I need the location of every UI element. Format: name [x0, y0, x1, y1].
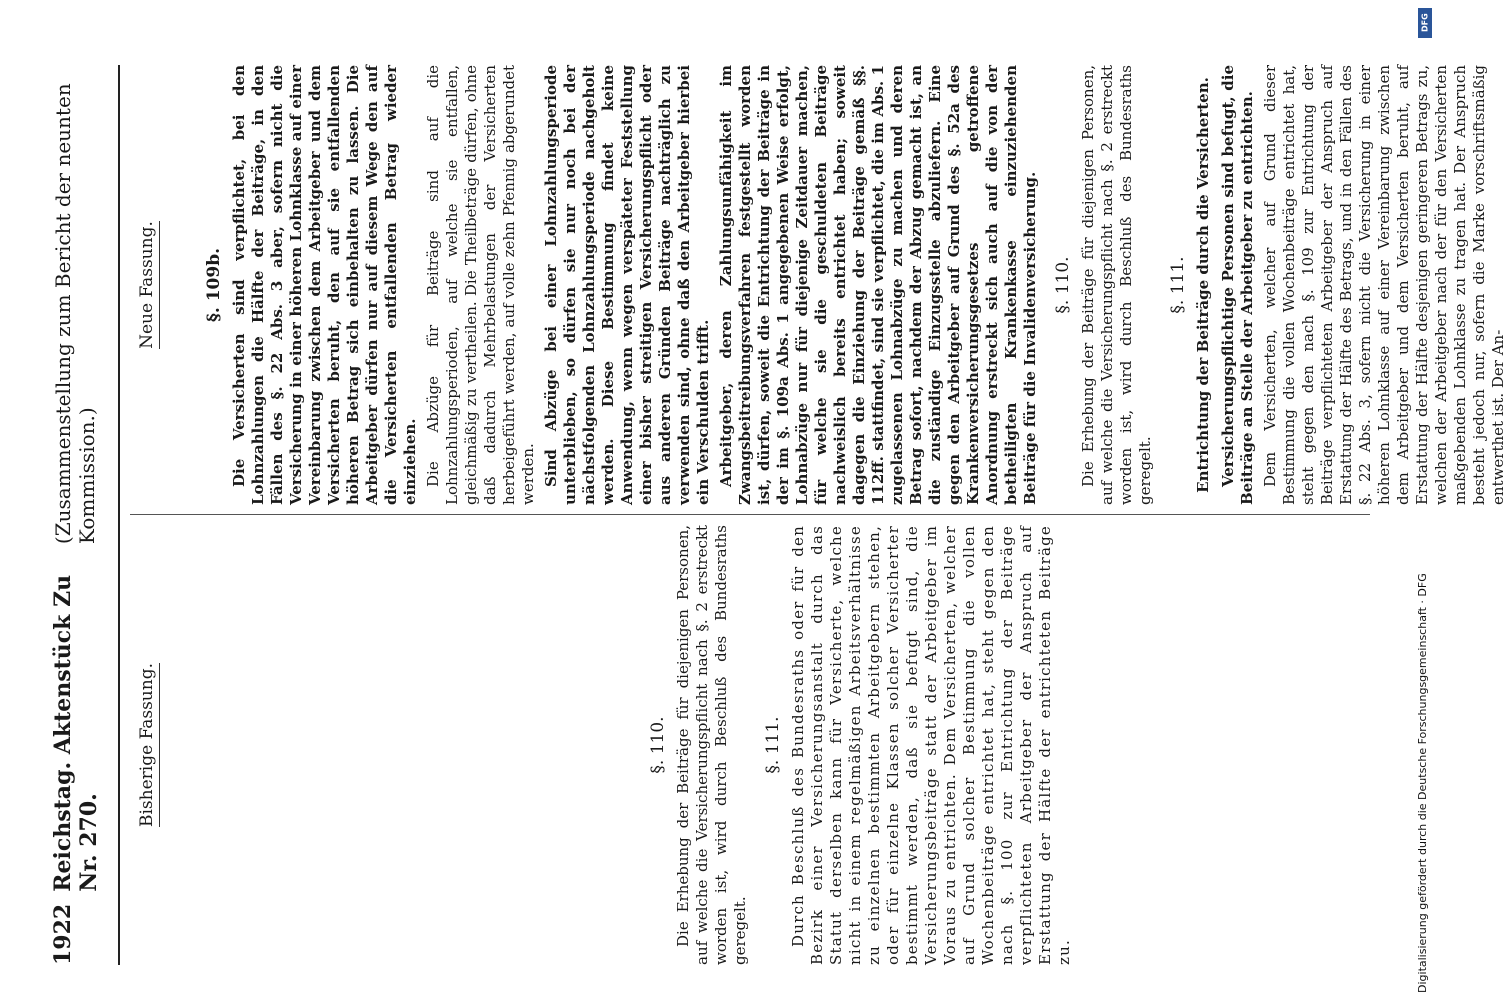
section-title: §. 111. — [1168, 256, 1188, 314]
column-previous-version — [130, 525, 1078, 965]
section-title: §. 111. — [763, 716, 783, 774]
column-heading-new: Neue Fassung. — [137, 221, 160, 349]
section-title: §. 110. — [1053, 256, 1073, 314]
section-title: §. 110. — [648, 716, 668, 774]
digitization-note-text: Digitalisierung gefördert durch die Deutsche Forschungsgemeinschaft · DFG — [1416, 573, 1429, 993]
section-text: Die Erhebung der Beiträge für diejenigen Personen, auf welche die Versicherungspflicht nach §. 2 erstreckt worden ist, wird durch Beschluß des Bundesraths geregelt. — [674, 525, 749, 965]
header-rule — [118, 65, 120, 965]
section-text: Die Versicherten sind verpflichtet, bei den Lohnzahlungen die Hälfte der Beiträge, in den Fällen des §. 22 Abs. 3 aber, sofern nicht die Versicherung in einer höheren Lohnklasse auf einer Vereinbarung zwischen dem Arbeitgeber und dem Versicherten beruht, den auf sie entfallenden höheren Betrag sich einbehalten zu lassen. Die Arbeitgeber dürfen nur auf diesem Wege den auf die Versicherten entfallenden Betrag wieder einziehen. — [230, 65, 419, 505]
section-text: Dem Versicherten, welcher auf Grund dieser Bestimmung die vollen Wochenbeiträge entrichtet hat, steht gegen den nach §. 109 zur Entrichtung der Beiträge verpflichteten Arbeitgeber der Anspruch auf Erstattung der Hälfte des Betrags, und in den Fällen des §. 22 Abs. 3, sofern nicht die Versicherung in einer höheren Lohnklasse auf einer Vereinbarung zwischen dem Arbeitgeber und dem Versicherten beruht, auf Erstattung der Hälfte desjenigen geringeren Betrags zu, welchen der Arbeitgeber nach der für den Versicherten maßgebenden Lohnklasse zu tragen hat. Der Anspruch besteht jedoch nur, sofern die Marke vorschriftsmäßig entwerthet ist. Der An- — [1261, 65, 1507, 505]
section-text: Versicherungspflichtige Personen sind befugt, die Beiträge an Stelle der Arbeitgeber zu entrichten. — [1219, 65, 1256, 505]
section-text: Durch Beschluß des Bundesraths oder für den Bezirk einer Versicherungsanstalt durch das Statut derselben kann für Versicherte, welche nicht in einem regelmäßigen Arbeitsverhältnisse zu einzelnen bestimmten Arbeitgebern stehen, oder für einzelne Klassen solcher Versicherter bestimmt werden, daß sie befugt sind, die Versicherungsbeiträge statt der Arbeitgeber im Voraus zu entrichten. Dem Versicherten, welcher auf Grund solcher Bestimmung die vollen Wochenbeiträge entrichtet hat, steht gegen den nach §. 100 zur Entrichtung der Beiträge verpflichteten Arbeitgeber der Anspruch auf Erstattung der Hälfte der entrichteten Beiträge zu. — [789, 525, 1073, 965]
column-divider — [130, 514, 1370, 515]
column-new-version — [130, 65, 1512, 505]
column-heading-previous: Bisherige Fassung. — [137, 663, 160, 827]
page-header — [50, 65, 110, 965]
page-number: 1922 — [50, 903, 76, 965]
section-subtitle: Entrichtung der Beiträge durch die Versicherten. — [1194, 77, 1212, 493]
page-subtitle: (Zusammenstellung zum Bericht der neunten Kommission.) — [51, 83, 99, 545]
section-text: Sind Abzüge bei einer Lohnzahlungsperiode unterblieben, so dürfen sie nur noch bei der nächstfolgenden Lohnzahlungsperiode nachgeholt werden. Diese Bestimmung findet keine Anwendung, wenn wegen verspäteter Feststellung einer bisher streitigen Versicherungspflicht oder aus anderen Gründen Beiträge nachträglich zu verwenden sind, ohne daß den Arbeitgeber hierbei ein Verschulden trifft. — [542, 65, 712, 505]
page-title: Reichstag. Aktenstück Zu Nr. 270. — [50, 574, 102, 892]
section-text: Die Abzüge für Beiträge sind auf die Lohnzahlungsperioden, auf welche sie entfallen, gleichmäßig zu vertheilen. Die Theilbeträge dürfen, ohne daß dadurch Mehrbelastungen der Versicherten herbeigeführt werden, auf volle zehn Pfennig abgerundet werden. — [424, 65, 537, 505]
section-title: §. 109b. — [204, 247, 224, 323]
dfg-logo: DFG — [1418, 8, 1432, 38]
section-text: Die Erhebung der Beiträge für diejenigen Personen, auf welche die Versicherungspflicht nach §. 2 erstreckt worden ist, wird durch Beschluß des Bundesraths geregelt. — [1079, 65, 1154, 505]
digitization-note — [1408, 8, 1430, 993]
section-text: Arbeitgeber, deren Zahlungsunfähigkeit im Zwangsbeitreibungsverfahren festgestellt worden ist, dürfen, soweit die Entrichtung der Beiträge in der im §. 109a Abs. 1 angegebenen Weise erfolgt, Lohnabzüge nur für diejenige Zeitdauer machen, für welche sie die geschuldeten Beiträge nachweislich bereits entrichtet haben; soweit dagegen die Einziehung der Beiträge gemäß §§. 112ff. stattfindet, sind sie verpflichtet, die im Abs. 1 zugelassenen Lohnabzüge zu machen und deren Betrag sofort, nachdem der Abzug gemacht ist, an die zuständige Einzugsstelle abzuliefern. Eine gegen den Arbeitgeber auf Grund des §. 52a des Krankenversicherungsgesetzes getroffene Anordnung erstreckt sich auch auf die von der betheiligten Krankenkasse einzuziehenden Beiträge für die Invalidenversicherung. — [717, 65, 1039, 505]
